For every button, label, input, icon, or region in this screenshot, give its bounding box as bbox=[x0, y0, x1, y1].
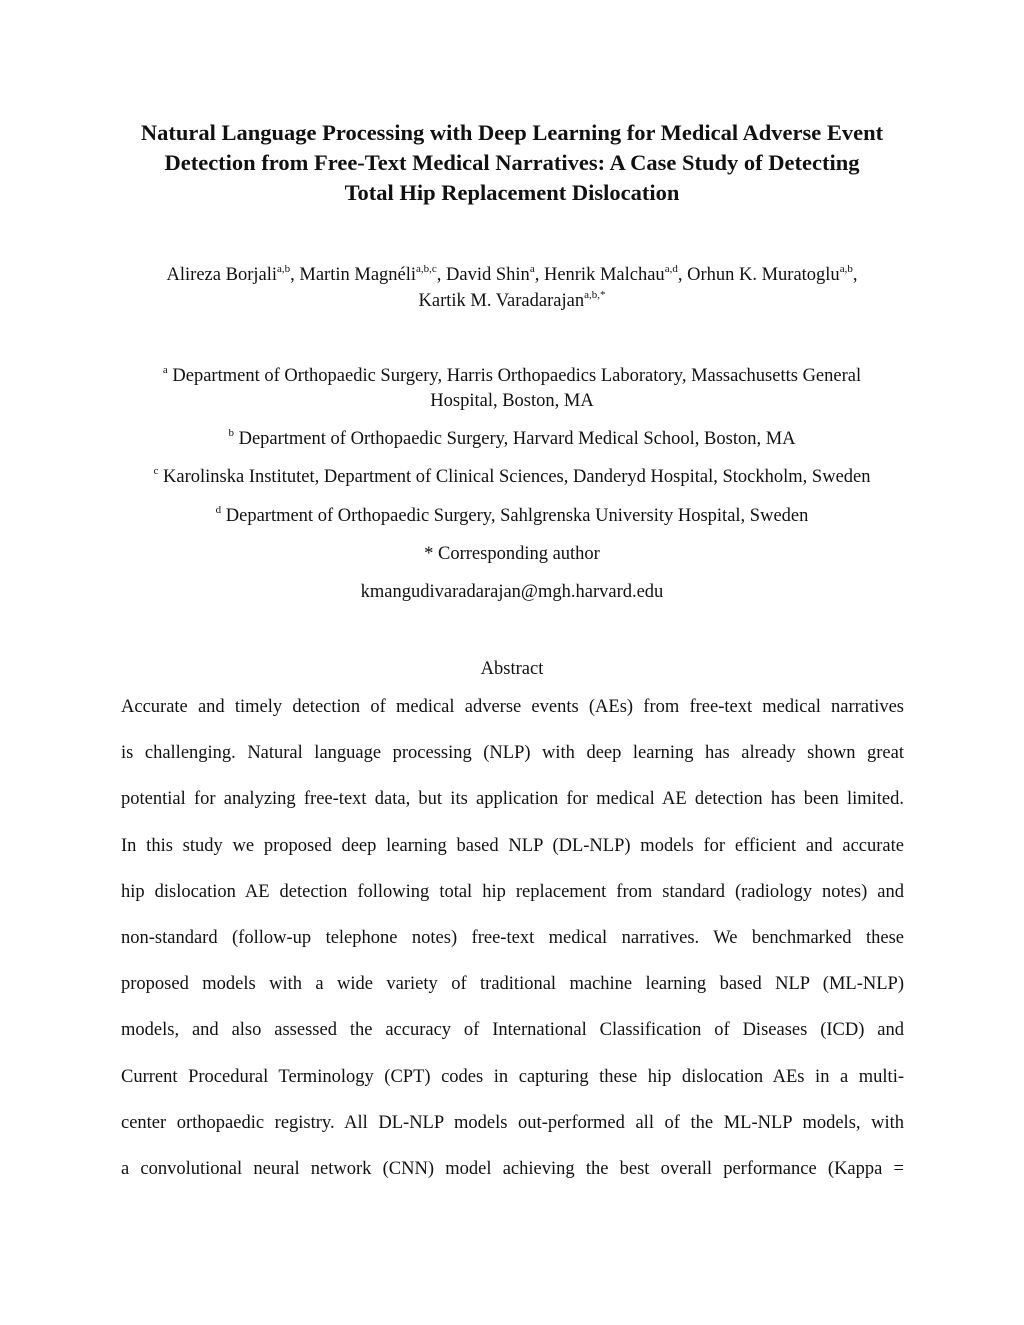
title-line: Total Hip Replacement Dislocation bbox=[344, 180, 680, 205]
abstract-line: Accurate and timely detection of medical adverse events (AEs) from free-text medical narratives bbox=[121, 697, 904, 717]
author-name: Orhun K. Muratoglu bbox=[687, 265, 840, 285]
abstract-line: potential for analyzing free-text data, but its application for medical AE detection has been limited. bbox=[121, 789, 904, 810]
abstract-body bbox=[121, 695, 904, 1203]
author-affil-marker: a,b,c bbox=[416, 262, 437, 275]
affiliation-text: Hospital, Boston, MA bbox=[430, 391, 594, 411]
author-affil-marker: a,b,* bbox=[584, 288, 606, 301]
author-affil-marker: a bbox=[529, 262, 535, 275]
title-line: Natural Language Processing with Deep Learning for Medical Adverse Event bbox=[140, 120, 884, 145]
abstract-line: proposed models with a wide variety of traditional machine learning based NLP (ML-NLP) bbox=[121, 974, 904, 995]
affiliation-marker: d bbox=[215, 503, 222, 516]
author-line bbox=[80, 288, 944, 314]
affiliation-d bbox=[80, 504, 944, 529]
abstract-line: In this study we proposed deep learning based NLP (DL-NLP) models for efficient and accurate bbox=[121, 835, 904, 856]
affiliation-text: Karolinska Institutet, Department of Clinical Sciences, Danderyd Hospital, Stockholm, Sweden bbox=[163, 467, 871, 487]
abstract-heading: Abstract bbox=[480, 659, 544, 679]
author-affil-marker: a,b bbox=[277, 262, 291, 275]
author-name: Henrik Malchau bbox=[543, 265, 665, 285]
author-name: Kartik M. Varadarajan bbox=[418, 291, 585, 311]
abstract-line: models, and also assessed the accuracy of International Classification of Diseases (ICD) and bbox=[121, 1020, 904, 1041]
abstract-line: hip dislocation AE detection following total hip replacement from standard (radiology notes) and bbox=[121, 881, 904, 902]
affiliation-text: Department of Orthopaedic Surgery, Sahlgrenska University Hospital, Sweden bbox=[225, 506, 809, 526]
abstract-line: Current Procedural Terminology (CPT) codes in capturing these hip dislocation AEs in a multi- bbox=[121, 1066, 904, 1087]
affiliation-b bbox=[80, 427, 944, 452]
abstract-line: is challenging. Natural language processing (NLP) with deep learning has already shown great bbox=[121, 743, 904, 764]
author-list bbox=[80, 262, 944, 314]
author-separator: , bbox=[436, 265, 447, 285]
paper-title bbox=[100, 118, 924, 208]
affiliation-marker: a bbox=[162, 363, 168, 376]
title-line: Detection from Free-Text Medical Narratives: A Case Study of Detecting bbox=[164, 150, 860, 175]
affiliation-c bbox=[80, 465, 944, 490]
author-name: Martin Magnéli bbox=[299, 265, 417, 285]
affiliation-marker: b bbox=[228, 426, 234, 439]
affiliation-marker: c bbox=[153, 464, 159, 477]
corresponding-email: kmangudivaradarajan@mgh.harvard.edu bbox=[360, 582, 664, 602]
affiliation-text: Department of Orthopaedic Surgery, Harvard Medical School, Boston, MA bbox=[238, 429, 796, 449]
author-separator: , bbox=[677, 265, 688, 285]
author-name: David Shin bbox=[446, 265, 530, 285]
author-line bbox=[80, 262, 944, 288]
affiliation-a bbox=[80, 364, 944, 414]
author-separator: , bbox=[534, 265, 544, 285]
corresponding-author-note: * Corresponding author bbox=[424, 544, 600, 564]
author-separator: , bbox=[852, 265, 858, 285]
abstract-line: non-standard (follow-up telephone notes) free-text medical narratives. We benchmarked these bbox=[121, 927, 904, 948]
author-name: Alireza Borjali bbox=[166, 265, 277, 285]
abstract-line: center orthopaedic registry. All DL-NLP models out-performed all of the ML-NLP models, with bbox=[121, 1112, 904, 1133]
author-affil-marker: a,d bbox=[664, 262, 678, 275]
author-affil-marker: a,b bbox=[839, 262, 853, 275]
affiliation-text: Department of Orthopaedic Surgery, Harris Orthopaedics Laboratory, Massachusetts General bbox=[172, 366, 862, 386]
author-separator: , bbox=[290, 265, 300, 285]
abstract-line: a convolutional neural network (CNN) model achieving the best overall performance (Kappa = bbox=[121, 1158, 904, 1179]
